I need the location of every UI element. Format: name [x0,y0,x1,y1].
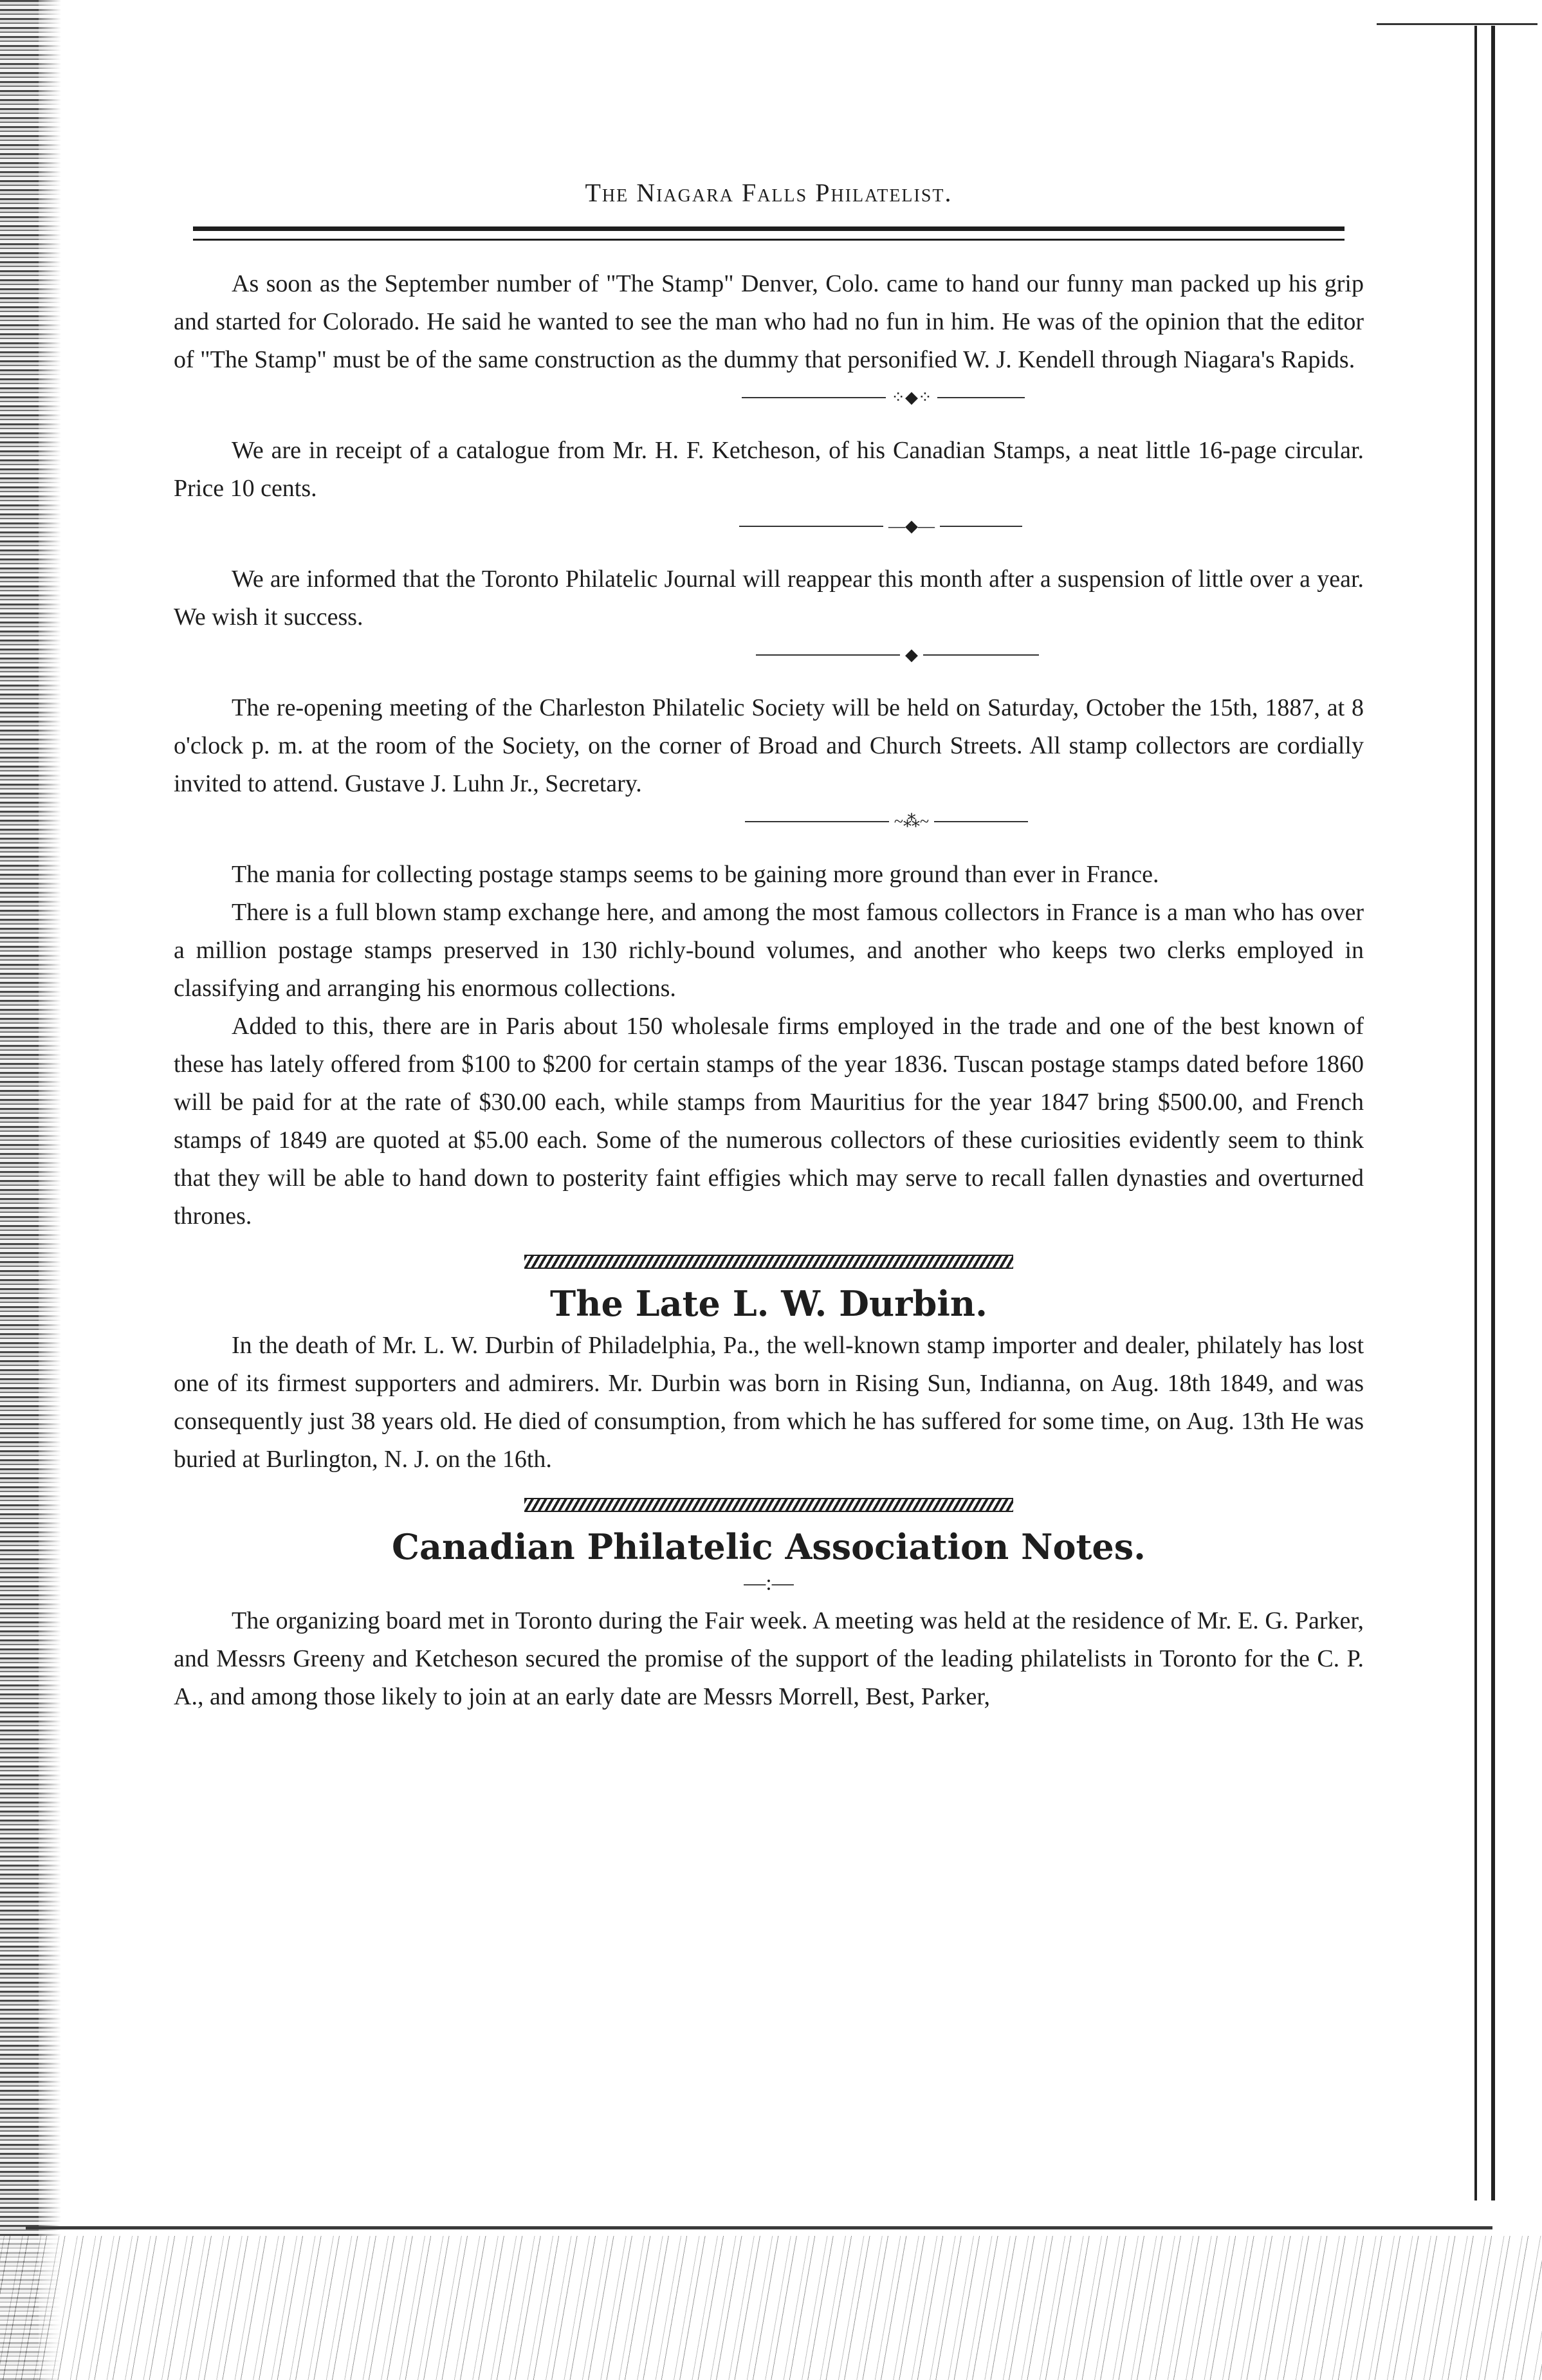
separator [174,812,1364,844]
paragraph-france-exchange: There is a full blown stamp exchange here, and among the most famous collectors in France is a man who has over a million postage stamps preserved in 130 richly-bound volumes, and another who keeps two clerks employed in classifying and arranging his enormous collections. [174,899,1364,1002]
separator-line [739,526,1022,527]
paragraph-durbin: In the death of Mr. L. W. Durbin of Philadelphia, Pa., the well-known stamp importer and dealer, philately has lost one of its firmest supporters and admirers. Mr. Durbin was born in Rising Sun, Indianna, on Aug. 18th 1849, and was consequently just 38 years old. He died of consumption, from which he has suffered for some time, on Aug. 13th He was buried at Burlington, N. J. on the 16th. [174,1332,1364,1473]
separator-line [756,654,1039,656]
paragraph-france-paris: Added to this, there are in Paris about 150 wholesale firms employed in the trade and one of the best known of these has lately offered from $100 to $200 for certain stamps of the year 1836. Tuscan postage stamps dated before 1860 will be paid for at the rate of $30.00 each, while stamps from Mauritius for the year 1847 bring $500.00, and French stamps of 1849 are quoted at $5.00 each. Some of the numerous collectors of these curiosities evidently seem to think that they will be able to hand down to posterity faint effigies which may serve to recall fallen dynasties and overturned thrones. [174,1013,1364,1230]
paragraph-france-mania: The mania for collecting postage stamps seems to be gaining more ground than ever in France. [232,861,1159,888]
scan-bottom-artifact [0,2236,1542,2380]
separator-ornament: ~⁂~ [889,812,934,831]
decorative-rule [524,1498,1013,1512]
section-title-durbin: The Late L. W. Durbin. [550,1283,987,1324]
right-margin-rule-outer [1491,26,1495,2200]
decorative-rule [524,1255,1013,1269]
separator-line [745,821,1028,822]
right-margin-rule [1474,26,1477,2200]
paragraph-charleston: The re-opening meeting of the Charleston Philatelic Society will be held on Saturday, October the 15th, 1887, at 8 o'clock p. m. at the room of the Society, on the corner of Broad and Church Streets. All stamp collectors are cordially invited to attend. Gustave J. Luhn Jr., Secretary. [174,694,1364,797]
running-header: The Niagara Falls Philatelist. [585,178,953,207]
paragraph-stamp-denver: As soon as the September number of "The Stamp" Denver, Colo. came to hand our funny man packed up his grip and started for Colorado. He said he wanted to see the man who had no fun in him. He was of the opinion that the editor of "The Stamp" must be of the same construction as the dummy that personified W. J. Kendell through Niagara's Rapids. [174,270,1364,373]
section-title-cpa: Canadian Philatelic Association Notes. [392,1526,1146,1567]
scan-top-mark [1377,23,1537,25]
paragraph-cpa: The organizing board met in Toronto during the Fair week. A meeting was held at the residence of Mr. E. G. Parker, and Messrs Greeny and Ketcheson secured the promise of the support of the leading philatelists in Toronto for the C. P. A., and among those likely to join at an early date are Messrs Morrell, Best, Parker, [174,1607,1364,1710]
separator-ornament: ⁘◆⁘ [886,388,937,407]
separator-ornament: —◆— [883,517,940,536]
paragraph-toronto-journal: We are informed that the Toronto Philatelic Journal will reappear this month after a suspension of little over a year. We wish it success. [174,566,1364,631]
page-binding-edge [0,0,61,2380]
separator [174,517,1364,549]
page-content [174,174,1364,1716]
paragraph-ketcheson: We are in receipt of a catalogue from Mr. H. F. Ketcheson, of his Canadian Stamps, a neat little 16-page circular. Price 10 cents. [174,437,1364,502]
separator-ornament: ◆ [900,645,923,665]
page-bottom-edge [26,2226,1492,2229]
cpa-divider: —:— [744,1571,794,1595]
separator [174,388,1364,420]
separator [174,645,1364,678]
header-rule [193,226,1345,241]
separator-line [742,397,1025,398]
